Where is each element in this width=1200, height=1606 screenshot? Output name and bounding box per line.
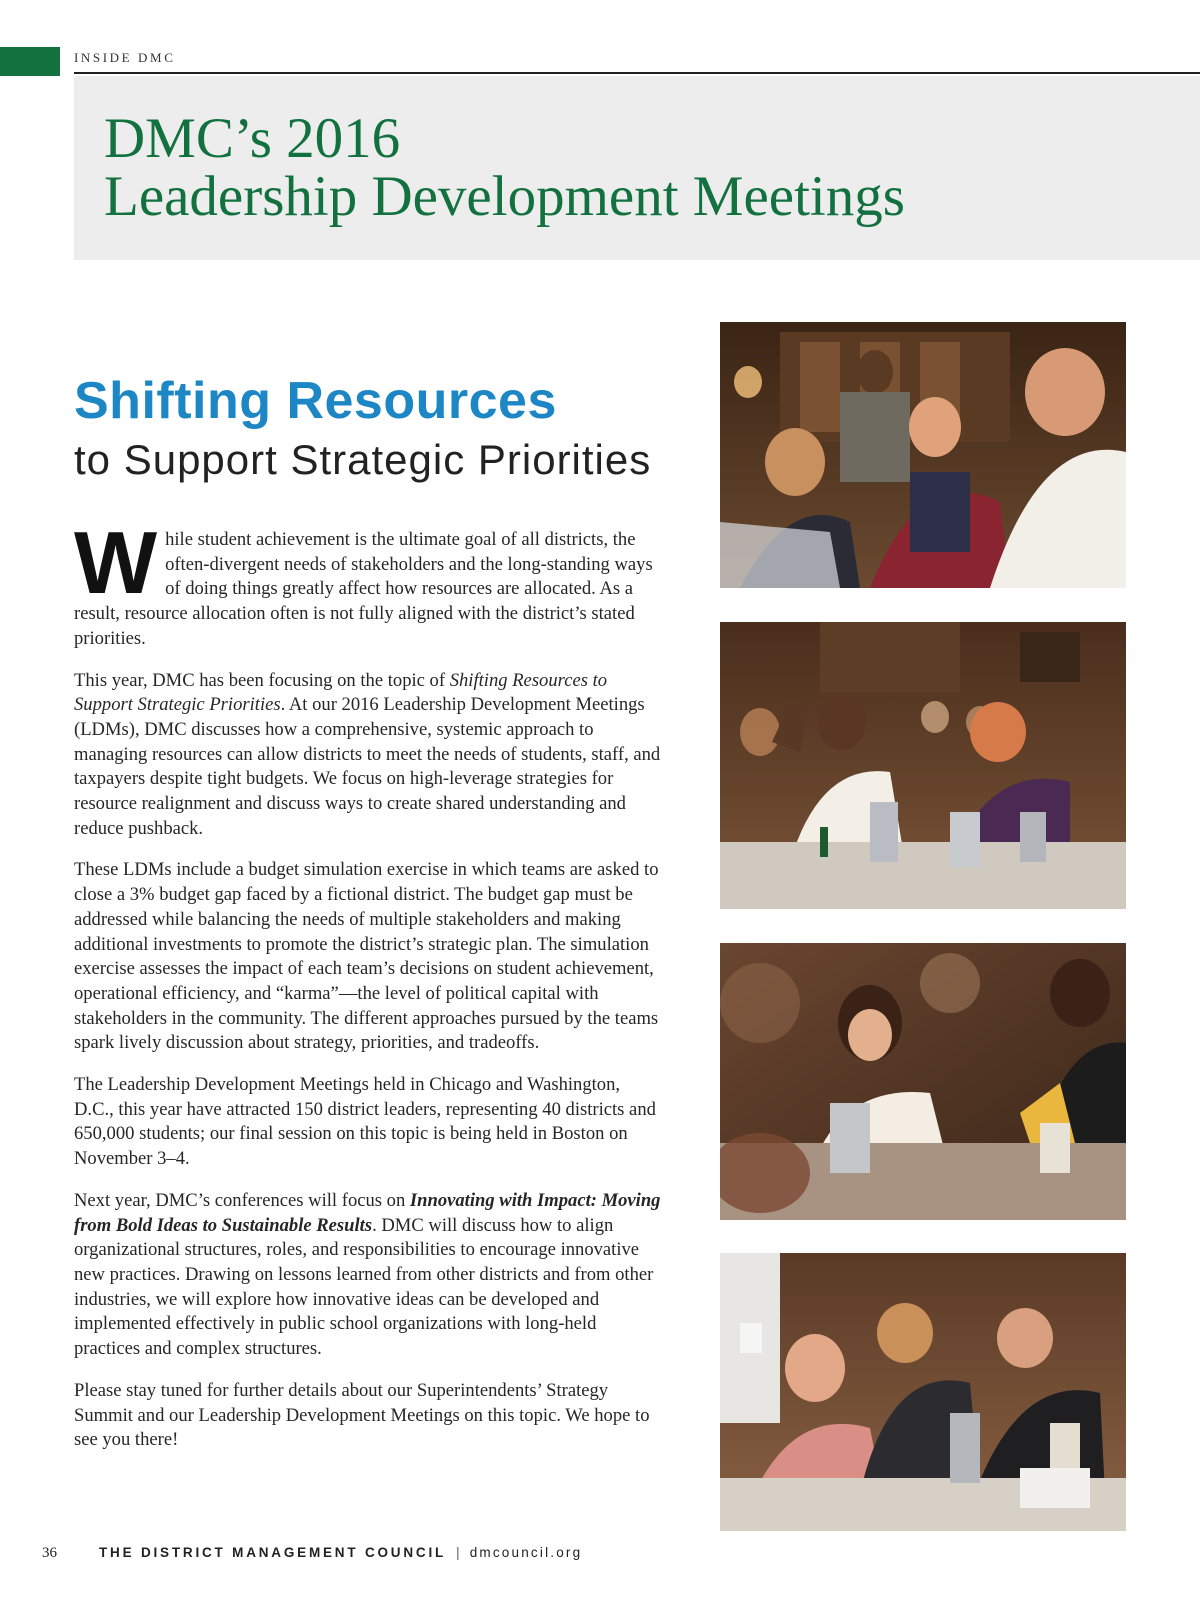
paragraph-2 <box>74 669 664 842</box>
article-subheading: to Support Strategic Priorities <box>74 436 652 483</box>
photo-smiling-participant <box>720 943 1126 1220</box>
footer-organization: THE DISTRICT MANAGEMENT COUNCIL <box>99 1545 447 1560</box>
page-title-line2: Leadership Development Meetings <box>104 165 905 228</box>
footer-separator: | <box>456 1544 460 1560</box>
photo-group-discussion <box>720 1253 1126 1531</box>
topic-emphasis: Shifting Resources to Support Strategic Priorities <box>74 669 608 716</box>
section-label: INSIDE DMC <box>74 50 176 65</box>
paragraph-1-text: hile student achievement is the ultimate goal of all districts, the often-divergent needs of stakeholders and the long-standing ways of doing things greatly affect how resources are allocated. As a result, resource allocation often is not fully aligned with the district’s stated priorities. <box>74 529 653 649</box>
paragraph-5-text-a: Next year, DMC’s conferences will focus on <box>74 1189 410 1211</box>
paragraph-4: The Leadership Development Meetings held in Chicago and Washington, D.C., this year have attracted 150 district leaders, representing 40 districts and 650,000 students; our final session on this topic is being held in Boston on November 3–4. <box>74 1074 656 1170</box>
page-title <box>104 107 905 228</box>
paragraph-3: These LDMs include a budget simulation exercise in which teams are asked to close a 3% budget gap faced by a fictional district. The budget gap must be addressed while balancing the needs of multiple stakeholders and making additional investments to promote the district’s strategic plan. The simulation exercise assesses the impact of each team’s decisions on student achievement, operational efficiency, and “karma”—the level of political capital with stakeholders in the community. The different approaches pursued by the teams spark lively discussion about strategy, priorities, and tradeoffs. <box>74 859 659 1054</box>
next-year-theme: Innovating with Impact: Moving from Bold Ideas to Sustainable Results <box>74 1189 661 1236</box>
paragraph-1 <box>74 513 664 652</box>
paragraph-2-text-a: This year, DMC has been focusing on the topic of <box>74 669 450 691</box>
photo-participant-raising-hand <box>720 622 1126 909</box>
title-panel <box>74 76 1200 260</box>
footer-website-link[interactable]: dmcouncil.org <box>469 1545 583 1560</box>
paragraph-5 <box>74 1189 664 1362</box>
photo-participants-laptop <box>720 322 1126 588</box>
article-heading: Shifting Resources <box>74 372 557 430</box>
article-body <box>74 513 664 1470</box>
paragraph-2-text-b: . At our 2016 Leadership Development Meetings (LDMs), DMC discusses how a comprehensive, systemic approach to managing resources can allow districts to meet the needs of students, staff, and taxpayers despite tight budgets. We focus on high-leverage strategies for resource realignment and discuss ways to create shared understanding and reduce pushback. <box>74 694 661 839</box>
page-footer <box>42 1544 582 1562</box>
page-number: 36 <box>42 1545 57 1561</box>
paragraph-5-text-b: . DMC will discuss how to align organizational structures, roles, and responsibilities to encourage innovative new practices. Drawing on lessons learned from other districts and from other industries, we will explore how innovative ideas can be developed and implemented effectively in public school organizations with long-held practices and complex structures. <box>74 1214 654 1360</box>
page-title-line1: DMC’s 2016 <box>104 107 401 170</box>
paragraph-6: Please stay tuned for further details about our Superintendents’ Strategy Summit and our Leadership Development Meetings on this topic. We hope to see you there! <box>74 1379 650 1451</box>
header-rule <box>74 72 1200 74</box>
section-tab-marker <box>0 47 60 76</box>
drop-cap: W <box>74 513 158 612</box>
